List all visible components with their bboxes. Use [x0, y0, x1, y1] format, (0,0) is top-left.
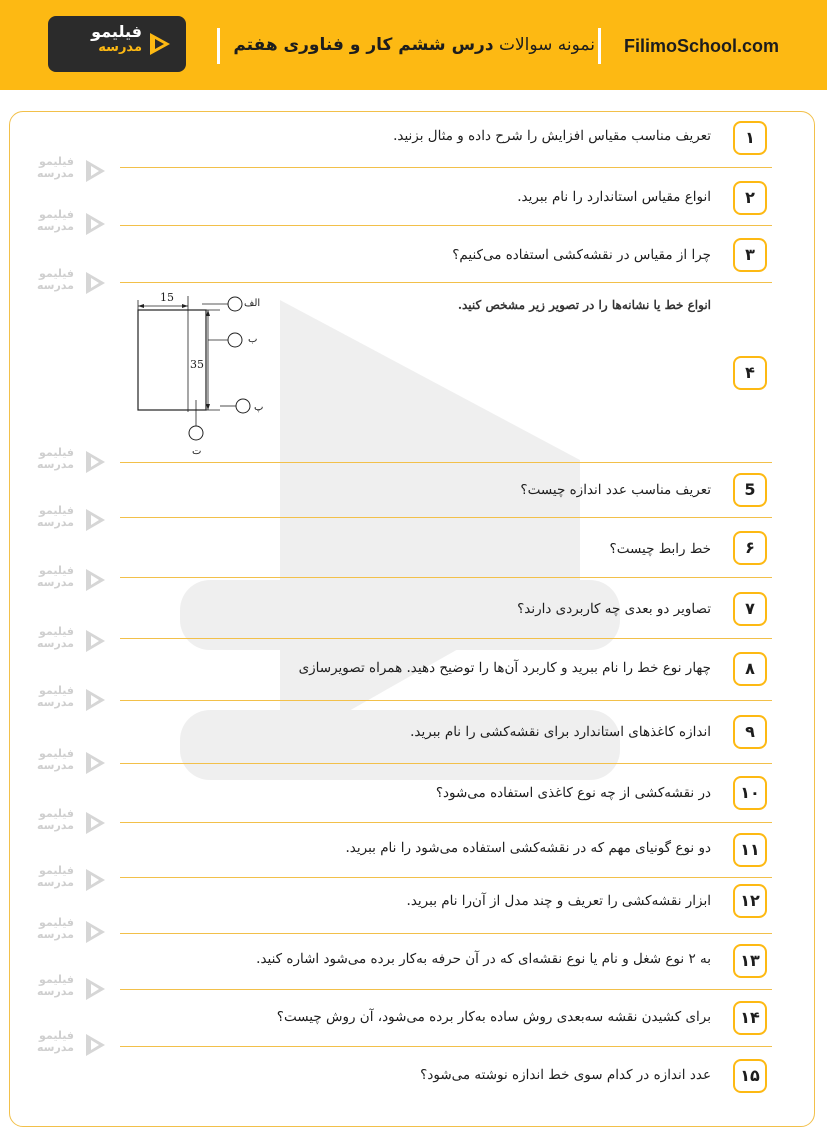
- document-title: [233, 35, 595, 55]
- side-watermark-text: فیلیمو مدرسه: [37, 973, 74, 998]
- logo-line2: مدرسه: [98, 39, 142, 55]
- play-icon: [82, 810, 108, 836]
- row-divider: [120, 763, 772, 764]
- label-te: ت: [192, 446, 202, 457]
- question-number-3: ۳: [733, 238, 767, 272]
- play-icon: [82, 270, 108, 296]
- play-pencil-icon: [146, 30, 174, 58]
- question-12-text: ابزار نقشه‌کشی را تعریف و چند مدل از آن‌را نام ببرید.: [406, 893, 711, 909]
- question-14-text: برای کشیدن نقشه سه‌بعدی روش ساده به‌کار برده می‌شود، آن روش چیست؟: [276, 1009, 711, 1025]
- play-icon: [82, 919, 108, 945]
- header-separator: [598, 28, 601, 64]
- title-prefix: نمونه سوالات: [498, 35, 595, 55]
- play-icon: [82, 976, 108, 1002]
- row-divider: [120, 822, 772, 823]
- play-icon: [82, 750, 108, 776]
- side-watermark-text: فیلیمو مدرسه: [37, 807, 74, 832]
- site-name: FilimoSchool.com: [623, 36, 779, 56]
- question-number-5: 5: [733, 473, 767, 507]
- question-number-8: ۸: [733, 652, 767, 686]
- row-divider: [120, 225, 772, 226]
- side-watermark: [28, 808, 108, 838]
- side-watermark-text: فیلیمو مدرسه: [37, 747, 74, 772]
- play-icon: [82, 867, 108, 893]
- side-watermark: [28, 156, 108, 186]
- side-watermark-text: فیلیمو مدرسه: [37, 625, 74, 650]
- side-watermark: [28, 917, 108, 947]
- question-9-text: اندازه کاغذهای استاندارد برای نقشه‌کشی را نام ببرید.: [410, 724, 711, 740]
- label-be: ب: [248, 334, 258, 345]
- side-watermark: [28, 865, 108, 895]
- side-watermark: [28, 268, 108, 298]
- logo-line1: فیلیمو: [91, 22, 142, 41]
- question-11-text: دو نوع گونیای مهم که در نقشه‌کشی استفاده می‌شود را نام ببرید.: [345, 840, 711, 856]
- side-watermark: [28, 565, 108, 595]
- question-6-text: خط رابط چیست؟: [609, 541, 711, 557]
- play-icon: [82, 628, 108, 654]
- row-divider: [120, 167, 772, 168]
- row-divider: [120, 517, 772, 518]
- question-number-7: ۷: [733, 592, 767, 626]
- side-watermark: [28, 685, 108, 715]
- side-watermark-text: فیلیمو مدرسه: [37, 684, 74, 709]
- row-divider: [120, 989, 772, 990]
- question-number-13: ۱۳: [733, 944, 767, 978]
- side-watermark-text: فیلیمو مدرسه: [37, 155, 74, 180]
- question-number-6: ۶: [733, 531, 767, 565]
- row-divider: [120, 933, 772, 934]
- row-divider: [120, 1046, 772, 1047]
- question-number-12: ۱۲: [733, 884, 767, 918]
- question-4-text: انواع خط یا نشانه‌ها را در تصویر زیر مشخص کنید.: [457, 298, 711, 312]
- side-watermark: [28, 974, 108, 1004]
- question-number-1: ۱: [733, 121, 767, 155]
- side-watermark-text: فیلیمو مدرسه: [37, 267, 74, 292]
- play-icon: [82, 449, 108, 475]
- play-icon: [82, 158, 108, 184]
- play-icon: [82, 567, 108, 593]
- side-watermark-text: فیلیمو مدرسه: [37, 504, 74, 529]
- dim-side-label: 35: [190, 358, 204, 371]
- side-watermark: [28, 447, 108, 477]
- label-alef: الف: [244, 298, 261, 309]
- question-5-text: تعریف مناسب عدد اندازه چیست؟: [520, 482, 711, 498]
- question-3-text: چرا از مقیاس در نقشه‌کشی استفاده می‌کنیم؟: [452, 247, 711, 263]
- dimension-drawing: [130, 282, 280, 457]
- side-watermark: [28, 1030, 108, 1060]
- label-pe: پ: [254, 402, 264, 413]
- title-bold: درس ششم کار و فناوری هفتم: [233, 35, 494, 55]
- row-divider: [120, 638, 772, 639]
- row-divider: [120, 700, 772, 701]
- question-number-14: ۱۴: [733, 1001, 767, 1035]
- question-number-9: ۹: [733, 715, 767, 749]
- side-watermark: [28, 626, 108, 656]
- question-number-11: ۱۱: [733, 833, 767, 867]
- question-1-text: تعریف مناسب مقیاس افزایش را شرح داده و مثال بزنید.: [393, 128, 711, 144]
- question-7-text: تصاویر دو بعدی چه کاربردی دارند؟: [517, 601, 711, 617]
- brand-logo: [48, 16, 186, 72]
- question-15-text: عدد اندازه در کدام سوی خط اندازه نوشته می‌شود؟: [420, 1067, 711, 1083]
- question-number-10: ۱۰: [733, 776, 767, 810]
- question-number-4: ۴: [733, 356, 767, 390]
- play-icon: [82, 507, 108, 533]
- side-watermark-text: فیلیمو مدرسه: [37, 208, 74, 233]
- question-number-15: ۱۵: [733, 1059, 767, 1093]
- play-icon: [82, 687, 108, 713]
- side-watermark-text: فیلیمو مدرسه: [37, 564, 74, 589]
- question-2-text: انواع مقیاس استاندارد را نام ببرید.: [517, 189, 711, 205]
- dim-top-label: 15: [160, 291, 174, 304]
- row-divider: [120, 462, 772, 463]
- side-watermark-text: فیلیمو مدرسه: [37, 446, 74, 471]
- header-separator: [217, 28, 220, 64]
- header-bar: [0, 0, 827, 90]
- question-10-text: در نقشه‌کشی از چه نوع کاغذی استفاده می‌شود؟: [435, 785, 711, 801]
- row-divider: [120, 577, 772, 578]
- side-watermark: [28, 209, 108, 239]
- play-icon: [82, 211, 108, 237]
- side-watermark-text: فیلیمو مدرسه: [37, 1029, 74, 1054]
- row-divider: [120, 877, 772, 878]
- question-13-text: به ۲ نوع شغل و نام یا نوع نقشه‌ای که در آن حرفه به‌کار برده می‌شود اشاره کنید.: [256, 951, 711, 967]
- side-watermark-text: فیلیمو مدرسه: [37, 916, 74, 941]
- side-watermark-text: فیلیمو مدرسه: [37, 864, 74, 889]
- side-watermark: [28, 748, 108, 778]
- play-icon: [82, 1032, 108, 1058]
- side-watermark: [28, 505, 108, 535]
- question-number-2: ۲: [733, 181, 767, 215]
- question-8-text: چهار نوع خط را نام ببرید و کاربرد آن‌ها را توضیح دهید. همراه تصویرسازی: [298, 660, 711, 676]
